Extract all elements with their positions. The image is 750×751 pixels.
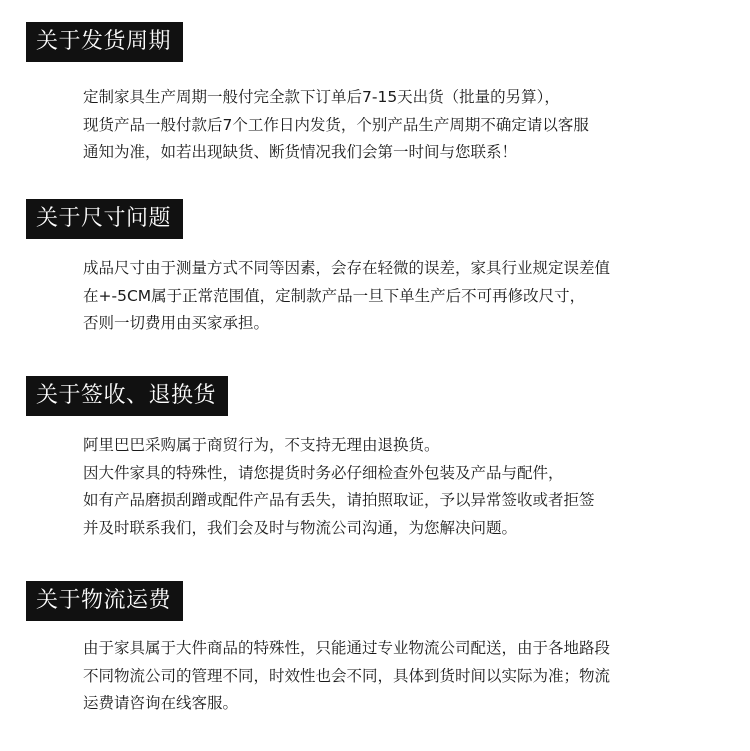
body-line: 如有产品磨损刮蹭或配件产品有丢失，请拍照取证，予以异常签收或者拒签 xyxy=(83,491,595,509)
body-line: 定制家具生产周期一般付完全款下订单后7-15天出货（批量的另算）， xyxy=(83,88,560,106)
body-line: 成品尺寸由于测量方式不同等因素，会存在轻微的误差，家具行业规定误差值 xyxy=(83,259,611,277)
section-heading: 关于尺寸问题 xyxy=(26,199,183,239)
body-line: 在+-5CM属于正常范围值，定制款产品一旦下单生产后不可再修改尺寸， xyxy=(83,286,586,305)
section-heading: 关于签收、退换货 xyxy=(26,376,228,416)
body-line: 因大件家具的特殊性，请您提货时务必仔细检查外包装及产品与配件， xyxy=(83,463,564,482)
body-line: 现货产品一般付款后7个工作日内发货，个别产品生产周期不确定请以客服 xyxy=(83,115,589,134)
section-body xyxy=(83,255,723,338)
section-body xyxy=(83,84,723,167)
body-line: 否则一切费用由买家承担。 xyxy=(83,314,270,332)
body-line: 运费请咨询在线客服。 xyxy=(83,694,239,712)
body-line: 阿里巴巴采购属于商贸行为，不支持无理由退换货。 xyxy=(83,436,440,454)
section-body xyxy=(83,635,723,718)
body-line: 不同物流公司的管理不同，时效性也会不同，具体到货时间以实际为准；物流 xyxy=(83,666,611,685)
section-heading: 关于发货周期 xyxy=(26,22,183,62)
section-body xyxy=(83,432,723,542)
body-line: 通知为准，如若出现缺货、断货情况我们会第一时间与您联系！ xyxy=(83,143,518,161)
section-heading: 关于物流运费 xyxy=(26,581,183,621)
body-line: 由于家具属于大件商品的特殊性，只能通过专业物流公司配送，由于各地路段 xyxy=(83,639,611,657)
body-line: 并及时联系我们，我们会及时与物流公司沟通，为您解决问题。 xyxy=(83,518,518,537)
